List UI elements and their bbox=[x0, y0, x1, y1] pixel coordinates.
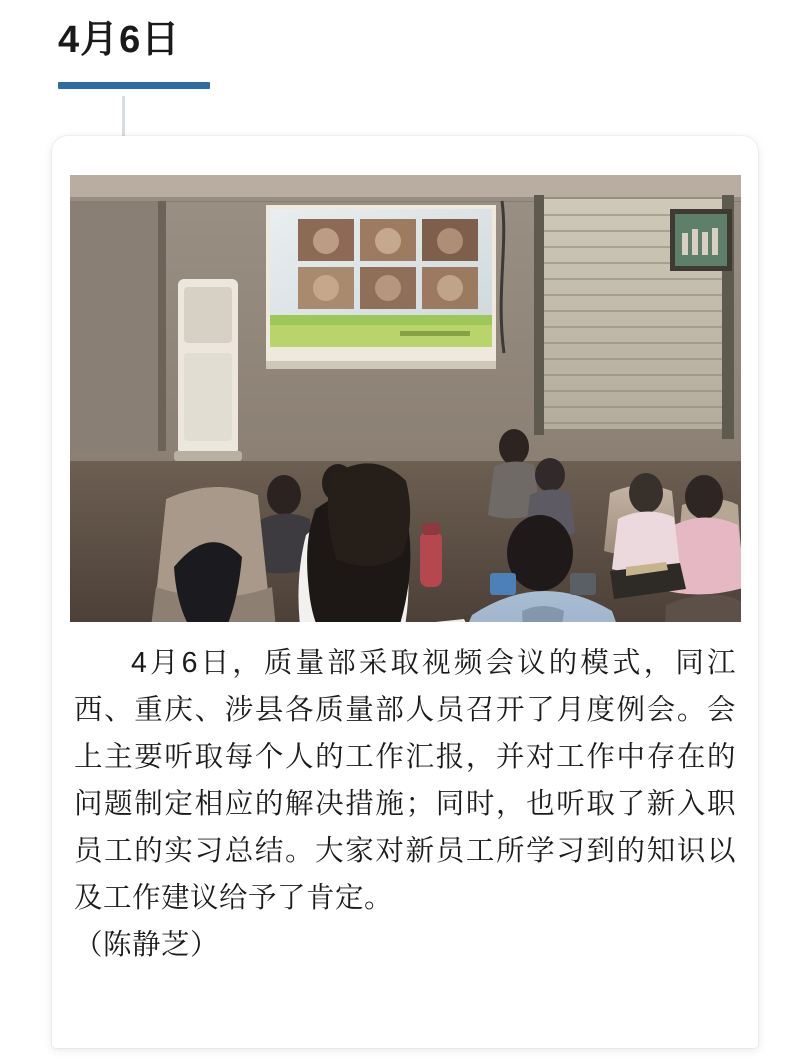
page-title: 4月6日 bbox=[58, 19, 181, 61]
article-body bbox=[74, 640, 736, 969]
article-card bbox=[52, 136, 758, 1048]
article-paragraph: 4月6日，质量部采取视频会议的模式，同江西、重庆、涉县各质量部人员召开了月度例会。会上主要听取每个人的工作汇报，并对工作中存在的问题制定相应的解决措施；同时，也听取了新入职员工的实习总结。大家对新员工所学习到的知识以及工作建议给予了肯定。 bbox=[74, 647, 736, 914]
meeting-photo-image bbox=[70, 175, 741, 622]
meeting-photo bbox=[70, 175, 741, 622]
article-signature: （陈静芝） bbox=[74, 929, 220, 961]
date-header bbox=[58, 12, 218, 89]
title-underline bbox=[58, 82, 210, 89]
